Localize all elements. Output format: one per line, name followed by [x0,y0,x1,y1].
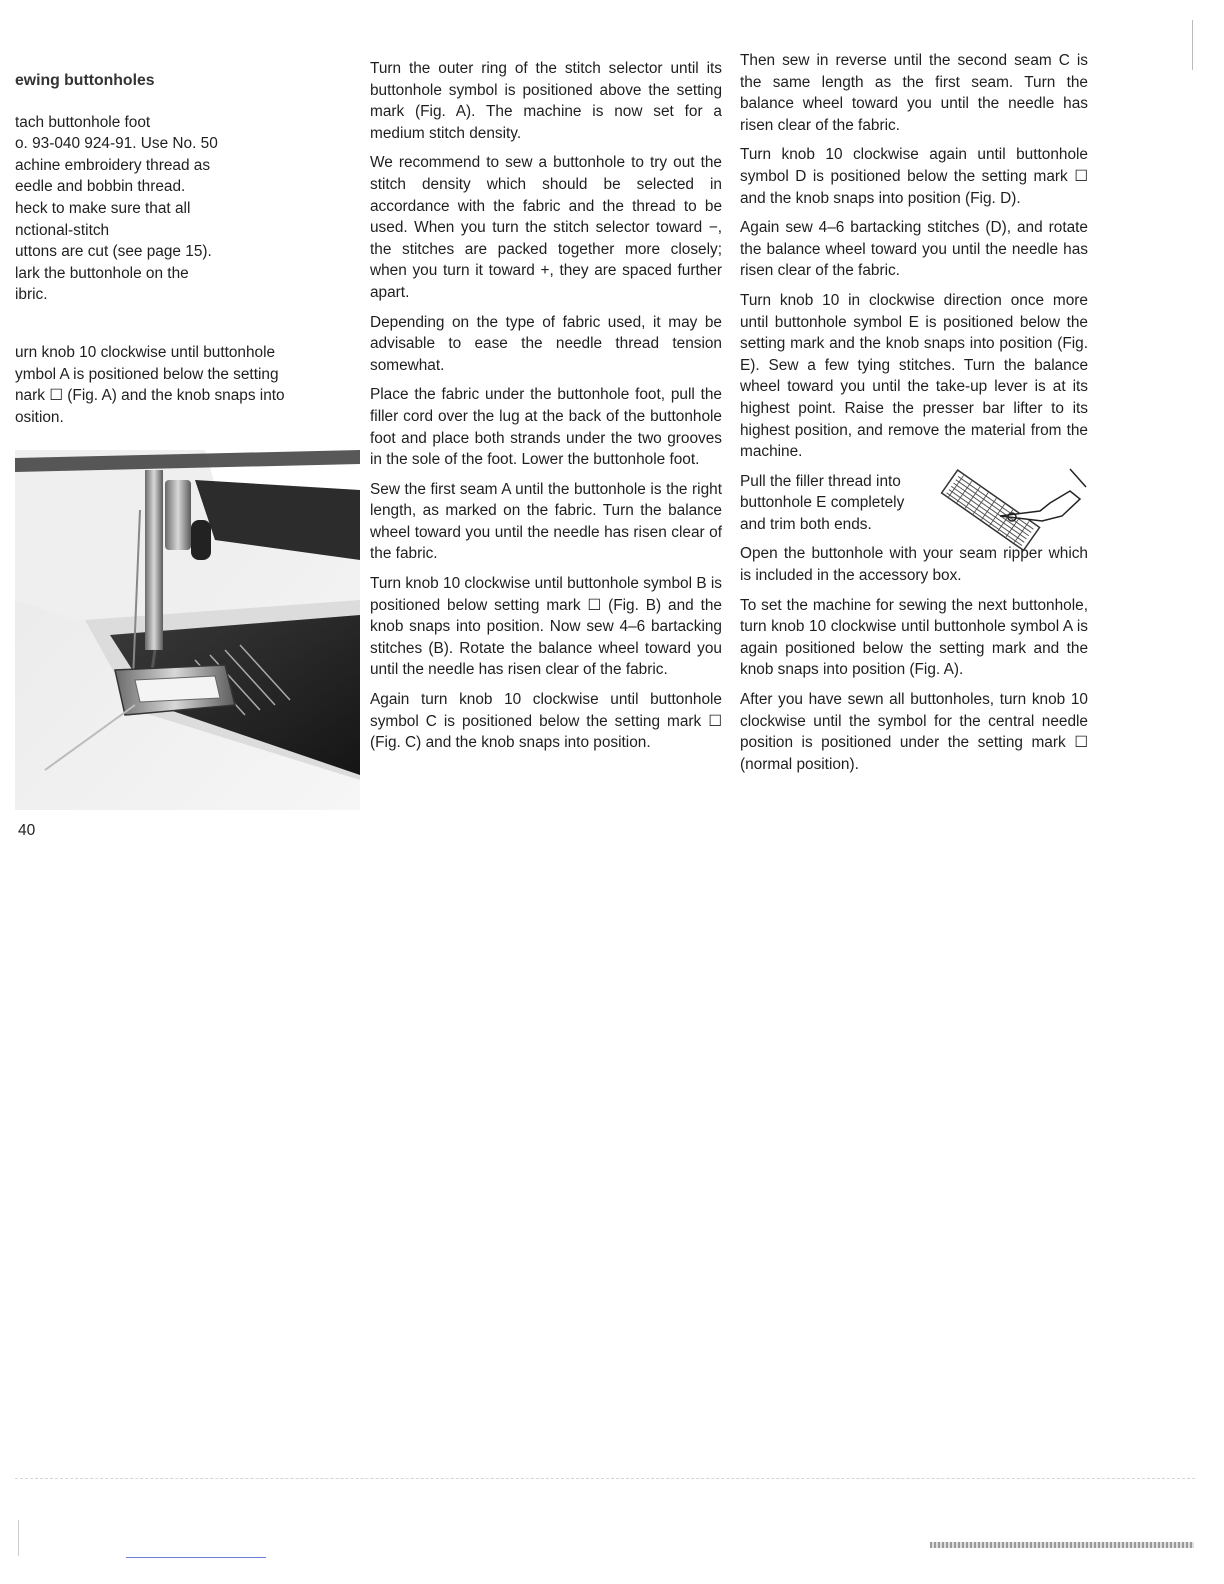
step-line: osition. [15,408,64,426]
page-number: 40 [18,822,36,839]
step-one [15,342,355,428]
filler-thread-block [740,471,1088,536]
intro-line: eedle and bobbin thread. [15,178,186,196]
paragraph: Again turn knob 10 clockwise until buttonhole symbol C is positioned below the setting mark ☐ (Fig. C) and the knob snaps into position. [370,691,722,752]
scan-edge-mark [1192,20,1193,70]
paragraph: Again sew 4–6 bartacking stitches (D), and rotate the balance wheel toward you until the needle has risen clear of the fabric. [740,219,1088,280]
intro-line: achine embroidery thread as [15,156,211,174]
intro-line: ibric. [15,286,48,304]
paragraph: Sew the first seam A until the buttonhole is the right length, as marked on the fabric. Turn the balance wheel toward you until the needle has risen clear of the fabric. [370,480,722,563]
filler-line: buttonhole E completely [740,494,905,512]
intro-line: tach buttonhole foot [15,113,151,131]
step-line: urn knob 10 clockwise until buttonhole [15,343,276,361]
intro-line: lark the buttonhole on the [15,264,189,282]
left-column [15,70,355,428]
paragraph: We recommend to sew a buttonhole to try out the stitch density which should be selected in accordance with the fabric and the thread to be used. When you turn the stitch selector toward −, the stitches are packed together more closely; when you turn it toward +, they are spaced further apart. [370,154,722,301]
paragraph: Place the fabric under the buttonhole foot, pull the filler cord over the lug at the back of the buttonhole foot and place both strands under the two grooves in the sole of the foot. Lower the buttonhole foot. [370,386,722,469]
paragraph: To set the machine for sewing the next buttonhole, turn knob 10 clockwise until buttonhole symbol A is again positioned below the setting mark and the knob snaps into position (Fig. A). [740,596,1088,679]
paragraph: Turn knob 10 clockwise again until buttonhole symbol D is positioned below the setting mark ☐ and the knob snaps into position (Fig. D). [740,146,1088,207]
paragraph: Depending on the type of fabric used, it may be advisable to ease the needle thread tension somewhat. [370,313,722,374]
seam-ripper-illustration [930,461,1090,561]
intro-line: o. 93-040 924-91. Use No. 50 [15,135,218,153]
intro-list [15,112,355,306]
middle-column [370,58,722,762]
filler-line: and trim both ends. [740,515,872,533]
paragraph: Open the buttonhole with your seam ripper which is included in the accessory box. [740,545,1088,585]
paragraph: Then sew in reverse until the second seam C is the same length as the first seam. Turn the balance wheel toward you until the needle has risen clear of the fabric. [740,52,1088,134]
scan-edge-mark [18,1520,19,1556]
buttonhole-foot-photo [15,450,360,810]
intro-line: uttons are cut (see page 15). [15,243,212,261]
paragraph: Turn knob 10 clockwise until buttonhole symbol B is positioned below setting mark ☐ (Fig. B) and the knob snaps into position. Now sew 4–6 bartacking stitches (B). Rotate the balance wheel toward you until the needle has risen clear of the fabric. [370,575,722,679]
right-column [740,50,1088,783]
section-heading: ewing buttonholes [15,72,155,89]
filler-line: Pull the filler thread into [740,472,901,490]
step-line: nark ☐ (Fig. A) and the knob snaps into [15,387,285,405]
paragraph: After you have sewn all buttonholes, turn knob 10 clockwise until the symbol for the central needle position is positioned under the setting mark ☐ (normal position). [740,691,1088,773]
intro-line: nctional-stitch [15,221,110,239]
paragraph: Turn the outer ring of the stitch selector until its buttonhole symbol is positioned above the setting mark (Fig. A). The machine is now set for a medium stitch density. [370,60,722,142]
intro-line: heck to make sure that all [15,199,191,217]
paragraph: Turn knob 10 in clockwise direction once more until buttonhole symbol E is positioned below the setting mark and the knob snaps into position (Fig. E). Sew a few tying stitches. Turn the balance wheel toward you until the take-up lever is at its highest point. Raise the presser bar lifter to its highest position, and remove the material from the machine. [740,291,1088,461]
step-line: ymbol A is positioned below the setting [15,365,279,383]
scan-artifact-bar [930,1542,1194,1548]
scan-divider [15,1478,1195,1479]
scan-artifact-line [126,1557,266,1558]
